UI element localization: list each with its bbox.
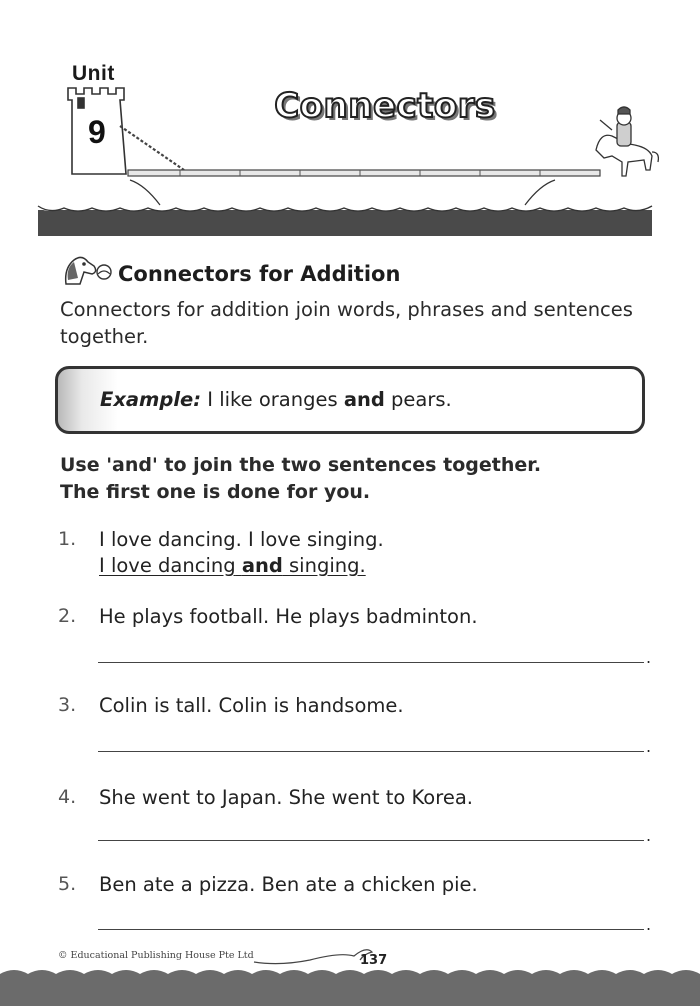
drawbridge-icon	[128, 170, 600, 176]
page-title: Connectors	[274, 86, 496, 126]
exercise-2-line-end: .	[646, 648, 652, 667]
exercise-3-line-end: .	[646, 737, 652, 756]
exercise-5-sentence: Ben ate a pizza. Ben ate a chicken pie.	[99, 873, 478, 896]
chain-icon	[120, 126, 184, 170]
exercise-4-answer-line[interactable]	[98, 840, 644, 841]
unit-label: Unit	[72, 62, 115, 85]
water-banner	[38, 204, 652, 236]
instructions	[60, 452, 541, 506]
exercise-3-number: 3.	[58, 694, 77, 716]
exercise-5-line-end: .	[646, 915, 652, 934]
exercise-4-line-end: .	[646, 826, 652, 845]
exercise-3-answer-line[interactable]	[98, 751, 644, 752]
page-number: 137	[360, 953, 388, 968]
example-text	[100, 388, 452, 411]
exercise-3-sentence: Colin is tall. Colin is handsome.	[99, 694, 404, 717]
example-label: Example:	[100, 388, 202, 411]
knight-on-horse-icon	[596, 107, 658, 176]
exercise-1-answer-keyword: and	[241, 554, 283, 577]
exercise-5-answer-line[interactable]	[98, 929, 644, 930]
instructions-line-1: Use 'and' to join the two sentences together.	[60, 454, 542, 476]
instructions-line-2: The first one is done for you.	[60, 481, 371, 503]
horse-head-icon	[60, 250, 116, 290]
exercise-1-answer-after: singing.	[289, 554, 366, 577]
exercise-1-answer	[99, 554, 366, 577]
example-keyword: and	[343, 388, 385, 411]
section-intro: Connectors for addition join words, phrases and sentences together.	[60, 298, 633, 348]
exercise-1-answer-before: I love dancing	[99, 554, 236, 577]
exercise-2-answer-line[interactable]	[98, 662, 644, 663]
unit-number: 9	[88, 114, 106, 150]
section-heading: Connectors for Addition	[118, 262, 401, 286]
exercise-5-number: 5.	[58, 873, 77, 895]
exercise-4-sentence: She went to Japan. She went to Korea.	[99, 786, 473, 809]
example-text-before: I like oranges	[207, 388, 338, 411]
example-text-after: pears.	[391, 388, 452, 411]
exercise-2-number: 2.	[58, 605, 77, 627]
exercise-2-sentence: He plays football. He plays badminton.	[99, 605, 478, 628]
exercise-1-number: 1.	[58, 528, 77, 550]
exercise-1-sentence: I love dancing. I love singing.	[99, 528, 384, 551]
exercise-4-number: 4.	[58, 786, 77, 808]
footer-wave-band	[0, 960, 700, 1006]
footer-copyright: © Educational Publishing House Pte Ltd	[58, 950, 254, 961]
